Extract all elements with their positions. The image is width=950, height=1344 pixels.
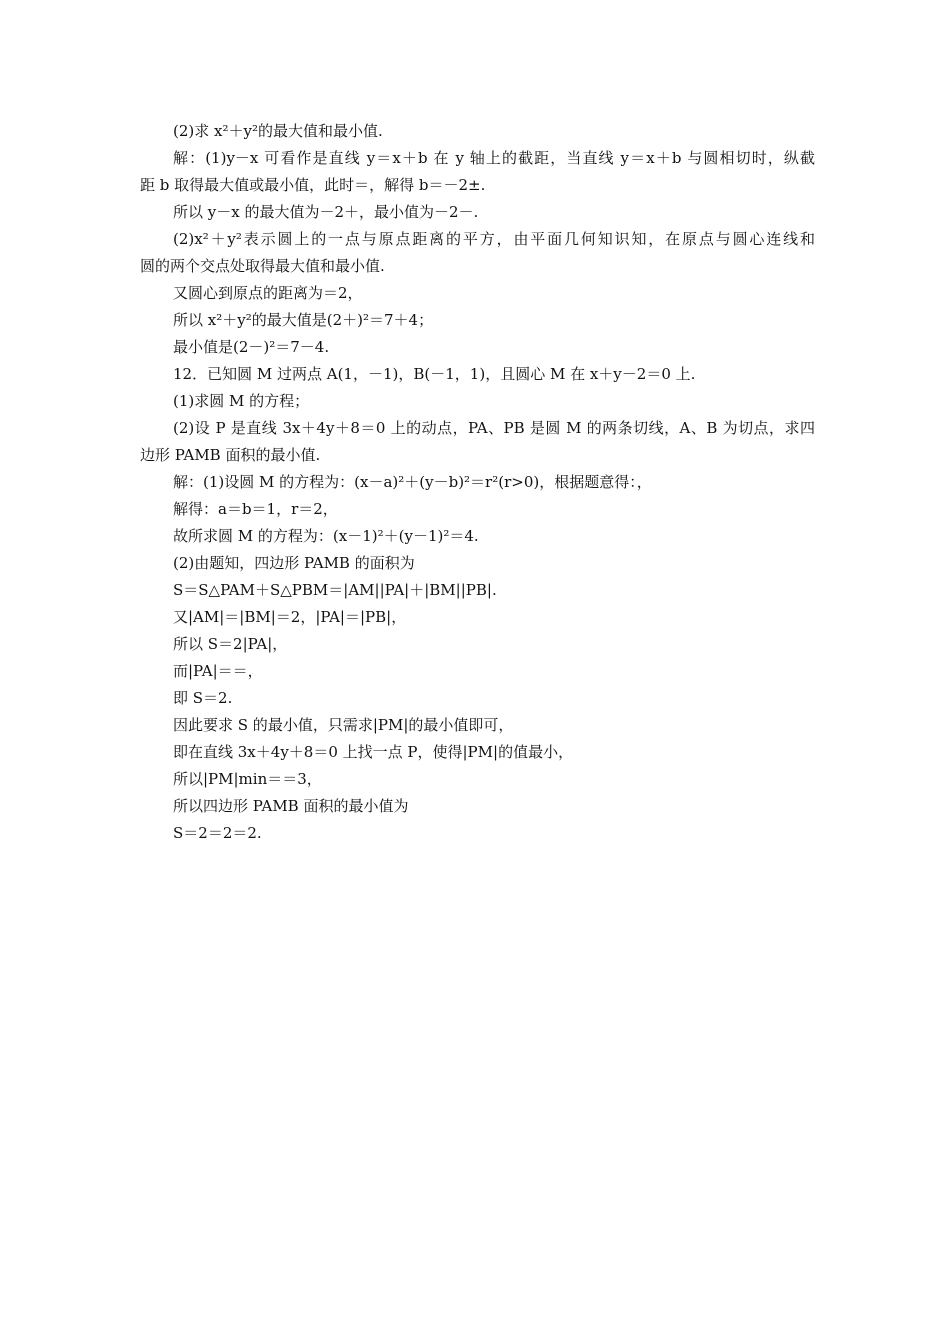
text-line: S＝S△PAM＋S△PBM＝|AM||PA|＋|BM||PB|. — [173, 581, 497, 599]
text-line: (2)由题知，四边形 PAMB 的面积为 — [173, 554, 415, 572]
text-line: 解得：a＝b＝1，r＝2， — [173, 500, 338, 518]
text-line: 距 b 取得最大值或最小值，此时＝，解得 b＝－2±. — [140, 176, 486, 194]
text-line: 即在直线 3x＋4y＋8＝0 上找一点 P，使得|PM|的值最小， — [173, 743, 574, 761]
text-line: 圆的两个交点处取得最大值和最小值. — [140, 257, 385, 275]
text-line: (1)求圆 M 的方程； — [173, 392, 310, 410]
text-line: 又|AM|＝|BM|＝2，|PA|＝|PB|， — [173, 608, 407, 626]
text-line: 解：(1)y－x 可看作是直线 y＝x＋b 在 y 轴上的截距，当直线 y＝x＋b 与圆相切时，纵截 — [173, 149, 815, 167]
text-line: 边形 PAMB 面积的最小值. — [140, 446, 321, 464]
text-line: 所以 S＝2|PA|， — [173, 635, 288, 653]
text-line: 即 S＝2. — [173, 689, 233, 707]
solution-text — [140, 118, 815, 847]
text-line: (2)设 P 是直线 3x＋4y＋8＝0 上的动点，PA、PB 是圆 M 的两条切线，A、B 为切点，求四 — [173, 419, 815, 437]
text-line: 而|PA|＝＝， — [173, 662, 263, 680]
text-line: (2)求 x²＋y²的最大值和最小值. — [173, 122, 383, 140]
text-line: 又圆心到原点的距离为＝2， — [173, 284, 363, 302]
text-line: 所以|PM|min＝＝3， — [173, 770, 322, 788]
text-line: (2)x²＋y²表示圆上的一点与原点距离的平方，由平面几何知识知，在原点与圆心连线和 — [173, 230, 815, 248]
text-line: 因此要求 S 的最小值，只需求|PM|的最小值即可， — [173, 716, 514, 734]
text-line: 最小值是(2－)²＝7－4. — [173, 338, 330, 356]
text-line: 所以 y－x 的最大值为－2＋，最小值为－2－. — [173, 203, 479, 221]
text-line: 所以 x²＋y²的最大值是(2＋)²＝7＋4； — [173, 311, 434, 329]
problem-12-statement: 12．已知圆 M 过两点 A(1，－1)，B(－1，1)，且圆心 M 在 x＋y－2＝0 上. — [173, 365, 696, 383]
text-line: 所以四边形 PAMB 面积的最小值为 — [173, 797, 409, 815]
text-line: 故所求圆 M 的方程为：(x－1)²＋(y－1)²＝4. — [173, 527, 479, 545]
text-line: 解：(1)设圆 M 的方程为：(x－a)²＋(y－b)²＝r²(r>0)，根据题意得：， — [173, 473, 652, 491]
text-line: S＝2＝2＝2. — [173, 824, 262, 842]
